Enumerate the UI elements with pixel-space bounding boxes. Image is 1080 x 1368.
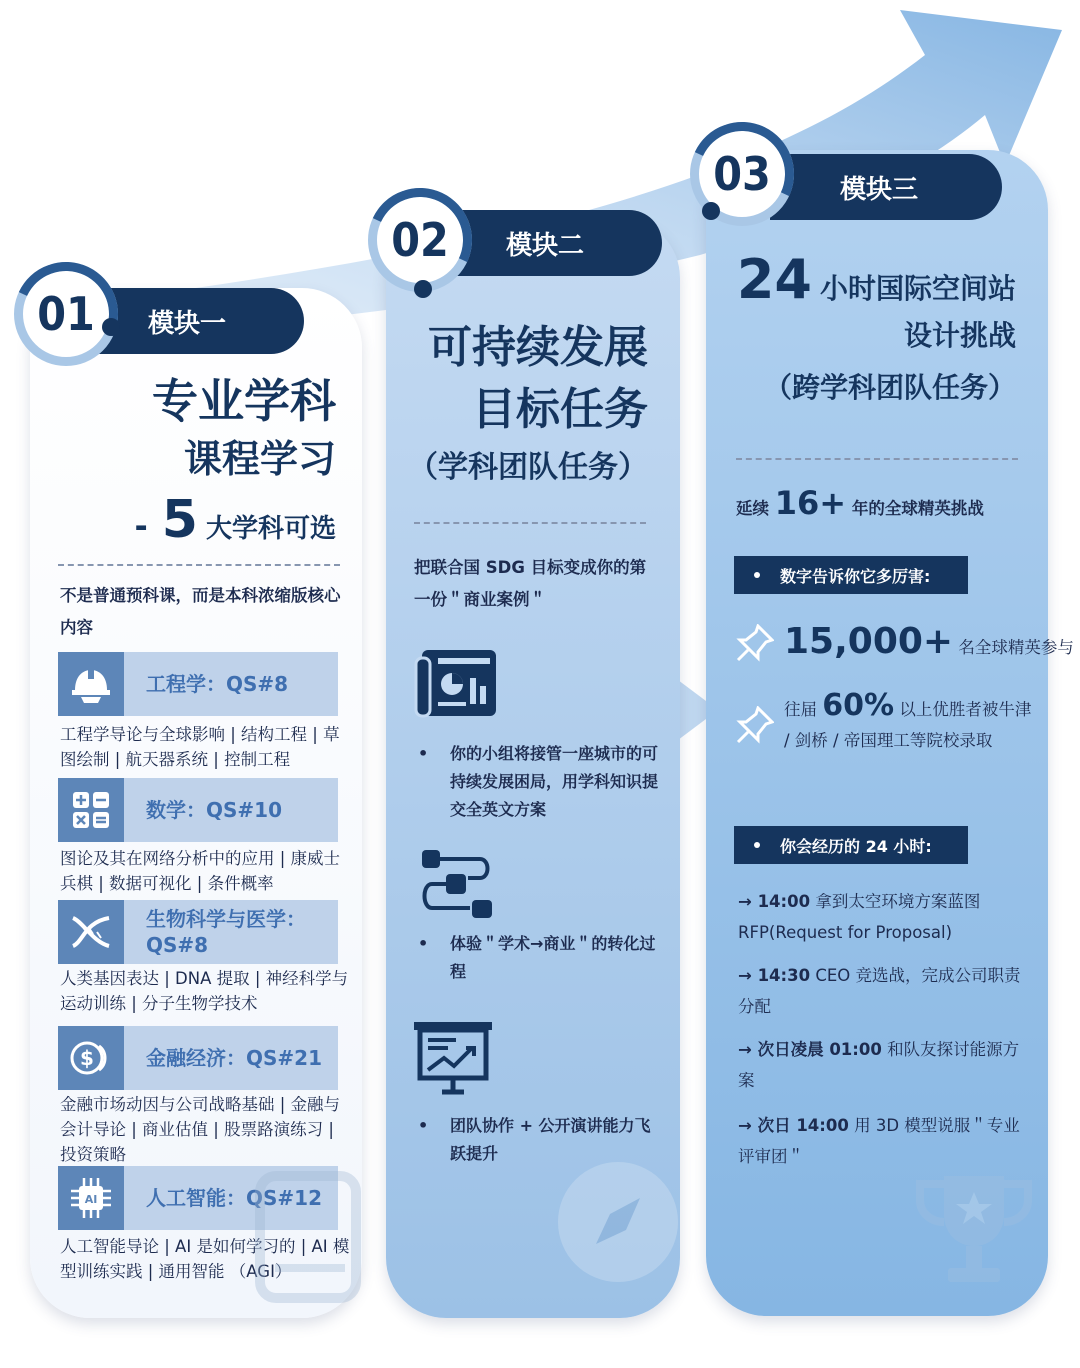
divider (414, 522, 646, 524)
module1-label: 模块一 (148, 308, 227, 339)
module3-title-line2: 设计挑战 (903, 319, 1016, 352)
subject-title: 人工智能：QS#12 (146, 1186, 322, 1210)
ai-chip-icon (58, 1166, 124, 1230)
module3-number: 03 (713, 147, 771, 201)
years-prefix: 延续 (736, 499, 769, 518)
module2-bullet: • 体验＂学术→商业＂的转化过程 (418, 934, 656, 981)
module1-title-line3-row (135, 490, 336, 559)
schedule-header: 你会经历的 24 小时: (734, 826, 968, 864)
process-flow-icon (420, 848, 494, 920)
divider (736, 458, 1018, 460)
module2-bullet: • 你的小组将接管一座城市的可持续发展困局，用学科知识提交全英文方案 (418, 744, 659, 819)
schedule-item: → 14:30 CEO 竞选战，完成公司职责分配 (738, 966, 1021, 1016)
module2-title-line3: （学科团队任务） (408, 450, 648, 485)
module1-title-line3: 大学科可选 (205, 514, 336, 544)
stat1 (784, 614, 1074, 676)
subject-count: 5 (161, 490, 198, 550)
svg-text:$: $ (80, 1046, 94, 1070)
subject-desc: 人工智能导论 | AI 是如何学习的 | AI 模型训练实践 | 通用智能 （AGI） (60, 1237, 350, 1281)
subject-title: 金融经济：QS#21 (146, 1046, 322, 1070)
report-chart-icon (414, 644, 500, 724)
years-suffix: 年的全球精英挑战 (851, 499, 984, 518)
module3-title-line3: （跨学科团队任务） (763, 371, 1016, 404)
calculator-icon (58, 778, 124, 842)
module2-label-bar (444, 210, 662, 276)
pushpin-icon (736, 624, 774, 662)
module2-bullet: • 团队协作 + 公开演讲能力飞跃提升 (418, 1116, 651, 1163)
module2-title-line1: 可持续发展 (428, 322, 648, 373)
module1-number-badge (14, 262, 118, 366)
subject-math (58, 778, 338, 842)
subject-title: 生物科学与医学：QS#8 (146, 907, 306, 957)
module3-label-bar (770, 154, 1002, 220)
trophy-icon (908, 1170, 1040, 1290)
svg-text:AI: AI (84, 1193, 98, 1206)
hours-number: 24 (736, 248, 812, 311)
numbers-header: 数字告诉你它多厉害: (734, 556, 968, 594)
subject-biology (58, 900, 338, 964)
subject-desc: 图论及其在网络分析中的应用 | 康威士兵棋 | 数据可视化 | 条件概率 (60, 849, 341, 893)
stat1-number: 15,000+ (784, 621, 954, 662)
coin-icon (58, 1026, 124, 1090)
schedule-item: → 14:00 拿到太空环境方案蓝图 RFP(Request for Proposal) (738, 892, 981, 942)
module1-title-line2: 课程学习 (183, 437, 336, 481)
module2-title-line2: 目标任务 (472, 384, 648, 435)
subject-engineering (58, 652, 338, 716)
years-number: 16+ (774, 484, 847, 522)
engineer-helmet-icon (58, 652, 124, 716)
module2-intro: 把联合国 SDG 目标变成你的第一份＂商业案例＂ (414, 558, 647, 609)
watermark-icon (250, 1168, 362, 1308)
badge-dot (702, 202, 720, 220)
stat2-text: 以上优胜者被牛津 (899, 700, 1032, 719)
subject-title: 工程学：QS#8 (146, 672, 289, 696)
module1-number: 01 (37, 287, 95, 341)
badge-dot (414, 280, 432, 298)
module1-title-line1: 专业学科 (152, 374, 336, 428)
presentation-board-icon (412, 1020, 494, 1096)
module1-label-bar (92, 288, 304, 354)
module1-intro: 不是普通预科课，而是本科浓缩版核心内容 (60, 586, 341, 637)
dna-icon (58, 900, 124, 964)
subject-title: 数学：QS#10 (146, 798, 282, 822)
title-dash: - (134, 507, 148, 545)
module2-number: 02 (391, 213, 449, 267)
schedule-item: → 次日凌晨 01:00 和队友探讨能源方案 (738, 1040, 1020, 1090)
module3-title-line1: 小时国际空间站 (819, 272, 1016, 305)
schedule-item: → 次日 14:00 用 3D 模型说服＂专业评审团＂ (738, 1116, 1020, 1166)
stat1-text: 名全球精英参与 (958, 638, 1074, 657)
compass-icon (556, 1160, 680, 1284)
stat2-text2: / 剑桥 / 帝国理工等院校录取 (784, 731, 993, 750)
pushpin-icon (736, 706, 774, 744)
years-line (736, 478, 984, 534)
subject-finance (58, 1026, 338, 1090)
module3-title-row1 (737, 250, 1016, 319)
module2-label: 模块二 (506, 230, 585, 261)
stat2-number: 60% (822, 688, 895, 723)
stat2-prefix: 往届 (784, 700, 817, 719)
subject-desc: 金融市场动因与公司战略基础 | 金融与会计导论 | 商业估值 | 股票路演练习 | 投资策略 (60, 1095, 341, 1164)
subject-desc: 工程学导论与全球影响 | 结构工程 | 草图绘制 | 航天器系统 | 控制工程 (60, 725, 340, 769)
module3-label: 模块三 (840, 174, 919, 205)
module2-number-badge (368, 188, 472, 292)
badge-dot (102, 318, 120, 336)
divider (58, 564, 340, 566)
subject-desc: 人类基因表达 | DNA 提取 | 神经科学与运动训练 | 分子生物学技术 (60, 969, 349, 1013)
